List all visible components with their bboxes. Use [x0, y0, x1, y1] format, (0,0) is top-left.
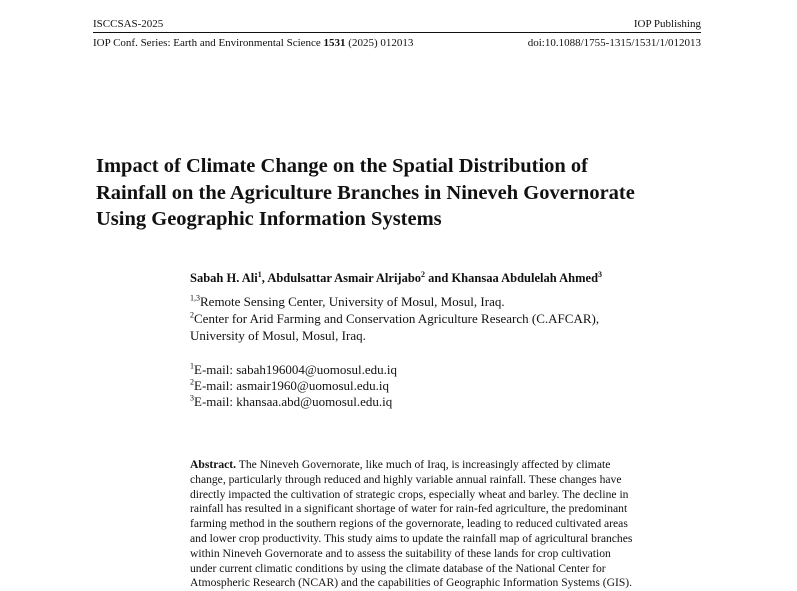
abstract-line: rainfall has resulted in a significant shortage of water for rain-fed agriculture, the predominant: [190, 502, 628, 516]
paper-title: [96, 153, 736, 233]
email-sup: 1: [190, 361, 194, 371]
affiliations: [190, 293, 710, 344]
email-text[interactable]: E-mail: khansaa.abd@uomosul.edu.iq: [194, 394, 393, 409]
author-list: [190, 270, 750, 286]
affiliation-text: Remote Sensing Center, University of Mosul, Mosul, Iraq.: [200, 294, 505, 309]
abstract: [190, 458, 699, 591]
series-suffix: (2025) 012013: [345, 37, 414, 49]
email-text[interactable]: E-mail: asmair1960@uomosul.edu.iq: [194, 378, 390, 393]
affiliation-text: Center for Arid Farming and Conservation Agriculture Research (C.AFCAR),: [194, 311, 600, 326]
affiliation-line: [190, 293, 710, 310]
abstract-line: under current climatic conditions by using the climate database of the National Center for: [190, 561, 606, 575]
series-line: [93, 37, 701, 50]
abstract-line: and lower crop productivity. This study aims to update the rainfall map of agricultural branches: [190, 531, 633, 545]
affiliation-line: [190, 327, 710, 344]
email-text[interactable]: E-mail: sabah196004@uomosul.edu.iq: [194, 362, 397, 377]
abstract-label: Abstract.: [190, 458, 237, 471]
abstract-line: within Nineveh Governorate and to assess the suitability of these lands for crop cultivation: [190, 546, 611, 560]
affiliation-line: [190, 310, 710, 327]
author-separator: ,: [261, 271, 268, 285]
abstract-first-line: The Nineveh Governorate, like much of Iraq, is increasingly affected by climate: [236, 458, 611, 471]
author-name: Khansaa Abdulelah Ahmed: [451, 271, 599, 285]
email-list: [190, 362, 710, 410]
author-sup: 3: [598, 269, 603, 279]
email-sup: 2: [190, 377, 194, 387]
email-line: [190, 362, 710, 378]
author-name: Abdulsattar Asmair Alrijabo: [267, 271, 422, 285]
doi-link[interactable]: doi:10.1088/1755-1315/1531/1/012013: [527, 37, 701, 49]
journal-series: [93, 37, 413, 50]
abstract-line: [190, 458, 699, 473]
title-line: Rainfall on the Agriculture Branches in Nineveh Governorate: [96, 181, 635, 204]
abstract-line: farming method in the southern regions of the governorate, leading to reduced cultivated areas: [190, 517, 628, 531]
affiliation-text: University of Mosul, Mosul, Iraq.: [190, 328, 366, 343]
affiliation-sup: 2: [190, 310, 194, 320]
author-name: Sabah H. Ali: [190, 271, 258, 285]
conference-name: ISCCSAS-2025: [93, 18, 164, 30]
author-separator: and: [425, 271, 452, 285]
abstract-line: change, particularly through reduced and highly variable annual rainfall. These changes have: [190, 472, 622, 486]
publisher-name: IOP Publishing: [633, 18, 701, 30]
title-line: Using Geographic Information Systems: [96, 208, 442, 230]
running-header: [93, 18, 701, 33]
abstract-line: Atmospheric Research (NCAR) and the capabilities of Geographic Information Systems (GIS).: [190, 576, 633, 590]
title-line: Impact of Climate Change on the Spatial Distribution of: [96, 155, 589, 177]
email-line: [190, 394, 710, 410]
series-prefix: IOP Conf. Series: Earth and Environmental Science: [93, 37, 324, 49]
email-sup: 3: [190, 393, 194, 403]
affiliation-sup: 1,3: [190, 293, 200, 303]
abstract-line: directly impacted the cultivation of strategic crops, especially wheat and barley. The decline in: [190, 487, 629, 501]
series-volume: 1531: [323, 37, 346, 49]
email-line: [190, 378, 710, 394]
author-sup: 2: [421, 269, 426, 279]
author-sup: 1: [257, 269, 262, 279]
